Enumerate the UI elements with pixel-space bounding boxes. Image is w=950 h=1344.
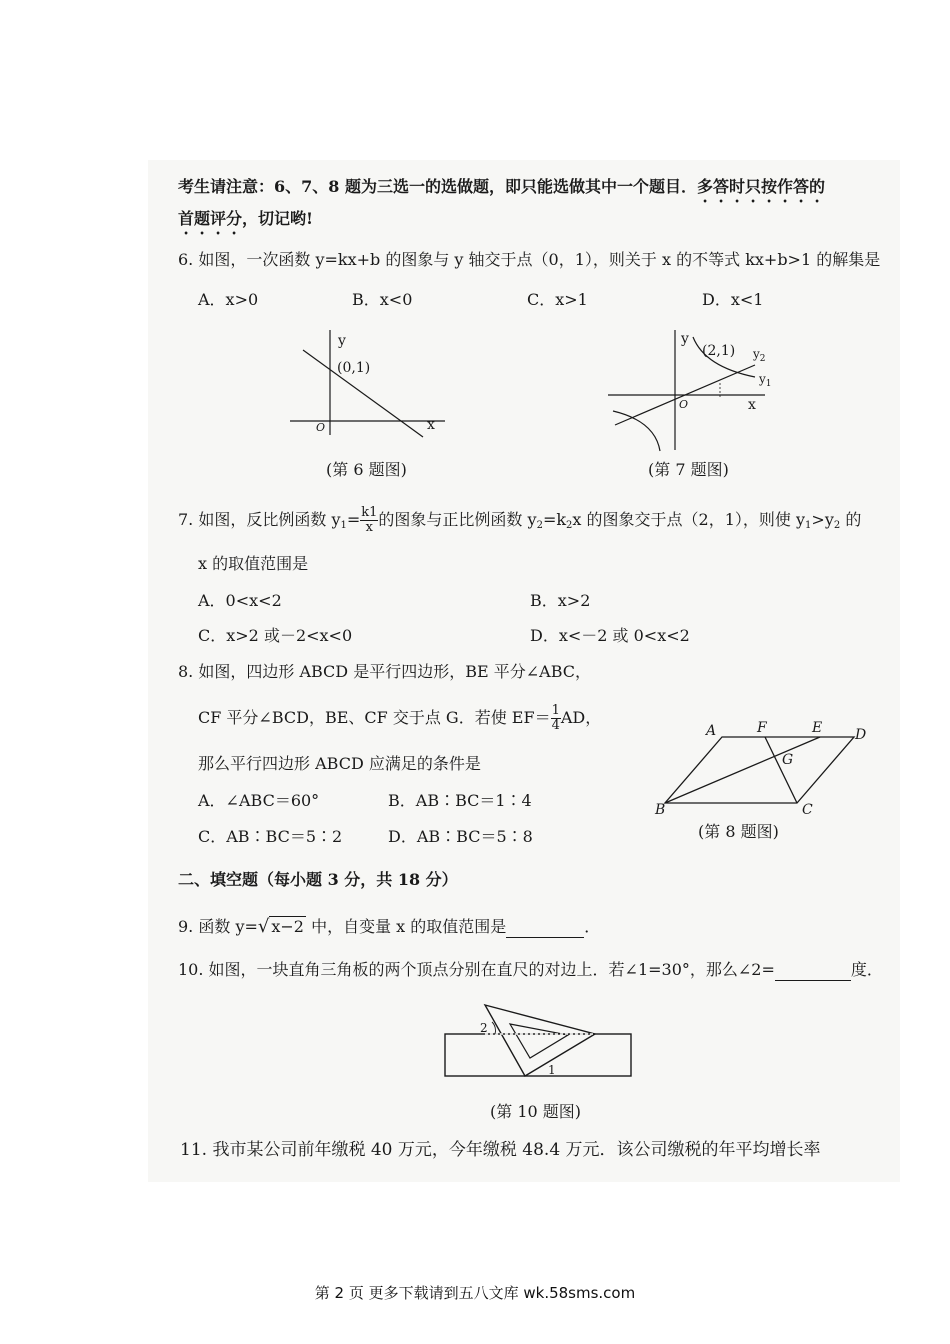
q6-figure <box>285 325 455 440</box>
q8-label-d: D <box>855 727 867 743</box>
q7-y1-label: $y_1$ <box>759 372 772 389</box>
q7-caption: (第 7 题图) <box>648 460 729 479</box>
q10-end: 度． <box>850 960 883 979</box>
notice-emphasized-1: 多答时只按作答的 <box>696 177 825 196</box>
q8-figure <box>650 715 880 825</box>
q6-option-b: B．x<0 <box>352 290 413 309</box>
q8-line3: 那么平行四边形 ABCD 应满足的条件是 <box>198 754 481 773</box>
notice-suffix: ，切记哟! <box>242 209 314 228</box>
q7-option-c: C．x>2 或－2<x<0 <box>198 626 353 645</box>
q6-caption: (第 6 题图) <box>326 460 407 479</box>
q8-label-a: A <box>706 723 717 739</box>
q7-stem-b: 的图象与正比例函数 y <box>378 510 537 529</box>
q9-end: ． <box>584 917 601 936</box>
q11: 11. 我市某公司前年缴税 40 万元，今年缴税 48.4 万元．该公司缴税的年平均增长率 <box>180 1140 821 1160</box>
q8-label-f: F <box>757 720 767 736</box>
q8-frac-den: 4 <box>551 718 560 733</box>
q8-line-cf <box>765 737 797 803</box>
q6-origin-label: O <box>316 421 326 434</box>
q6-option-a: A．x>0 <box>198 290 259 309</box>
q8-label-e: E <box>812 720 823 736</box>
q7-y2-label: $y_2$ <box>753 347 766 364</box>
q8-option-d: D．AB∶BC＝5∶8 <box>388 827 533 846</box>
q7-figure <box>605 325 785 455</box>
q7-x-label: x <box>748 397 756 413</box>
q10-ruler <box>445 1034 631 1076</box>
q6-x-label: x <box>427 417 435 433</box>
q9-radicand: x−2 <box>271 917 304 936</box>
q7-fraction <box>360 506 378 535</box>
q6-stem: 6. 如图，一次函数 y=kx+b 的图象与 y 轴交于点（0，1），则关于 x 的不等式 kx+b>1 的解集是 <box>178 250 881 269</box>
q10-triangle-inner <box>510 1024 568 1058</box>
q7-y-label: y <box>681 331 689 347</box>
q6-y-label: y <box>338 333 346 349</box>
q7-eq: = <box>346 510 361 529</box>
q8-parallelogram <box>665 737 854 803</box>
q10-angle1-label: 1 <box>548 1063 556 1077</box>
notice-prefix: 考生请注意：6、7、8 题为三选一的选做题，即只能选做其中一个题目． <box>178 177 697 196</box>
q10-figure <box>440 1000 640 1085</box>
q7-option-a: A．0<x<2 <box>198 591 282 610</box>
q8-frac-num: 1 <box>551 703 560 718</box>
q8-line1: 8. 如图，四边形 ABCD 是平行四边形，BE 平分∠ABC， <box>178 662 591 681</box>
q7-point-label: (2,1) <box>702 343 736 359</box>
q10-answer-blank[interactable] <box>775 960 851 981</box>
q10-angle2-label: 2 <box>480 1021 488 1035</box>
q7-sub2: 2 <box>536 520 543 531</box>
q7-sub5: 2 <box>833 520 841 531</box>
q9-prefix: 9. 函数 y= <box>178 917 258 936</box>
q8-fraction <box>551 704 561 733</box>
q8-line2-b: AD， <box>560 708 602 727</box>
q7-stem <box>178 506 861 536</box>
notice-line2 <box>178 209 313 238</box>
q8-line2-a: CF 平分∠BCD，BE、CF 交于点 G．若使 EF＝ <box>198 708 551 727</box>
q6-point-label: (0,1) <box>337 360 371 376</box>
q7-sub1: 1 <box>340 520 347 531</box>
q8-label-g: G <box>782 752 794 768</box>
q6-option-c: C．x>1 <box>527 290 588 309</box>
q8-line-be <box>665 737 820 803</box>
q9-suffix: 中，自变量 x 的取值范围是 <box>305 917 507 936</box>
notice-emphasized-2: 首题评分 <box>178 209 243 228</box>
q7-origin-label: O <box>679 398 689 411</box>
q8-line2 <box>198 704 601 733</box>
q8-option-b: B．AB∶BC＝1∶4 <box>388 791 532 810</box>
q9 <box>178 917 600 938</box>
q7-option-d: D．x<－2 或 0<x<2 <box>530 626 690 645</box>
q9-sqrt: √ x−2 <box>257 916 304 937</box>
q7-frac-den: x <box>365 520 374 535</box>
section2-title: 二、填空题（每小题 3 分，共 18 分） <box>178 870 458 889</box>
q10-triangle-outer <box>485 1005 595 1076</box>
q8-label-b: B <box>655 802 666 818</box>
q7-stem-e: >y <box>811 510 834 529</box>
page-footer: 第 2 页 更多下载请到五八文库 wk.58sms.com <box>314 1284 636 1302</box>
q8-option-a: A．∠ABC＝60° <box>198 791 320 810</box>
q7-stem-c: =k <box>542 510 567 529</box>
notice <box>178 177 825 206</box>
q7-option-b: B．x>2 <box>530 591 591 610</box>
q8-caption: (第 8 题图) <box>698 822 779 841</box>
q6-option-d: D．x<1 <box>702 290 764 309</box>
q8-option-c: C．AB∶BC＝5∶2 <box>198 827 343 846</box>
q8-label-c: C <box>802 802 813 818</box>
q7-stem-f: 的 <box>840 510 862 529</box>
q7-frac-num: k1 <box>361 505 378 520</box>
q7-stem-d: x 的图象交于点（2，1），则使 y <box>572 510 806 529</box>
q7-line2: x 的取值范围是 <box>198 554 309 573</box>
q10-caption: (第 10 题图) <box>490 1102 582 1121</box>
q7-hyperbola-branch-2 <box>613 411 660 451</box>
q10-text: 10. 如图，一块直角三角板的两个顶点分别在直尺的对边上．若∠1=30°，那么∠2= <box>178 960 775 979</box>
q7-sub3: 2 <box>566 520 573 531</box>
q7-stem-a: 7. 如图，反比例函数 y <box>178 510 341 529</box>
q9-answer-blank[interactable] <box>506 917 584 938</box>
q7-sub4: 1 <box>805 520 812 531</box>
q10 <box>178 960 883 981</box>
